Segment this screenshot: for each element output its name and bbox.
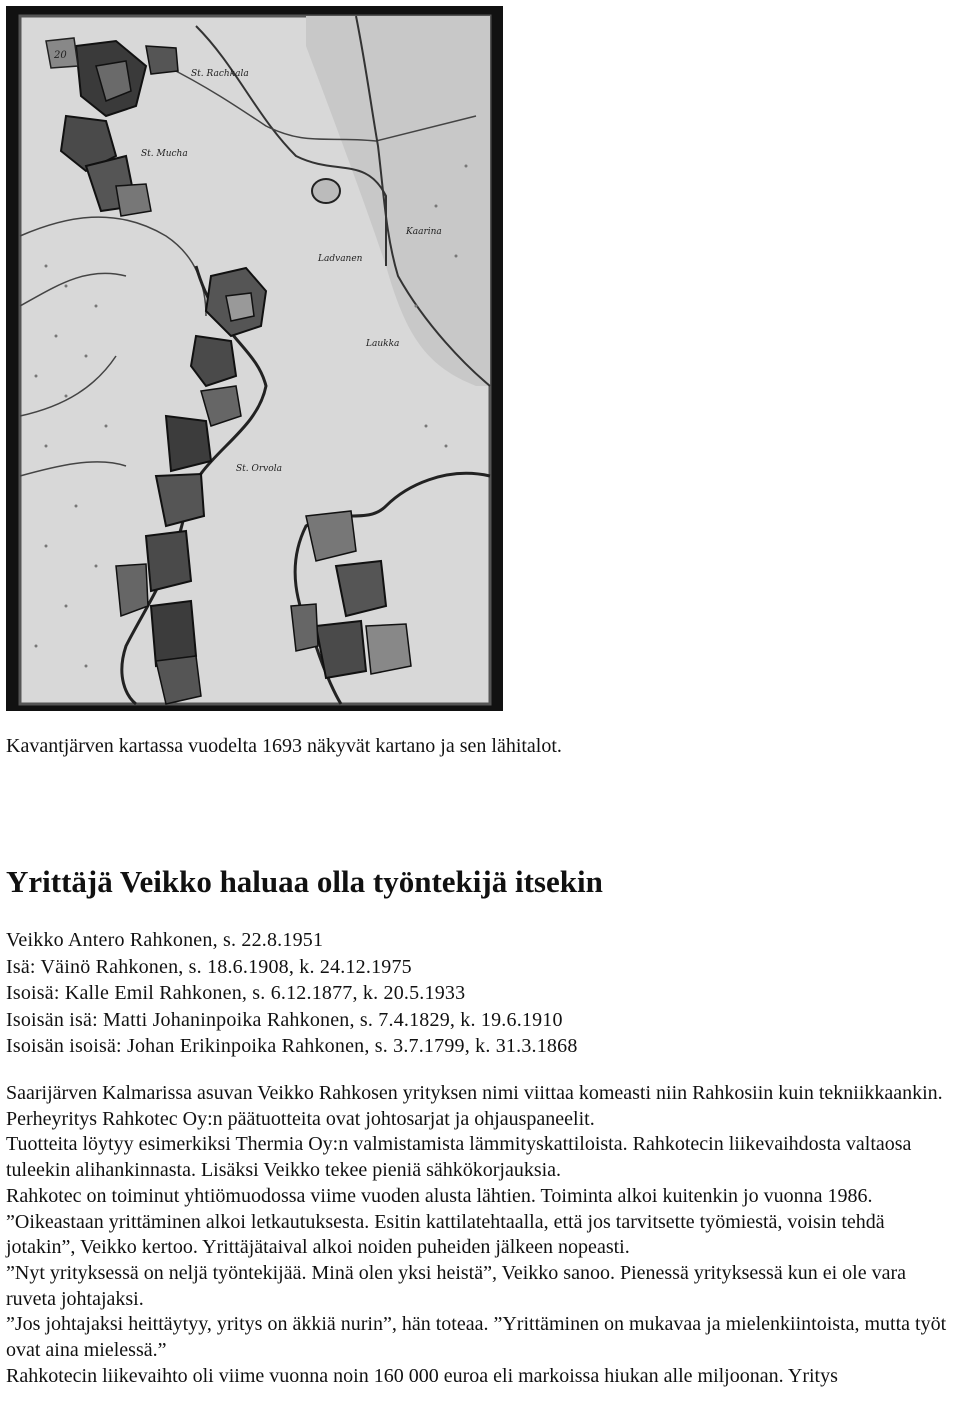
article-title: Yrittäjä Veikko haluaa olla työntekijä itsekin: [6, 864, 603, 899]
map-label: St. Orvola: [236, 464, 282, 474]
figure-caption: Kavantjärven kartassa vuodelta 1693 näkyvät kartano ja sen lähitalot.: [6, 735, 562, 757]
map-label: 20: [54, 50, 67, 61]
article-body: [6, 1081, 958, 1389]
paragraph: Tuotteita löytyy esimerkiksi Thermia Oy:n valmistamista lämmityskattiloista. Rahkotecin liikevaihdosta valtaosa tuleekin alihankinnasta. Lisäksi Veikko tekee pieniä sähkökorjauksia.: [6, 1133, 912, 1182]
paragraph: ”Nyt yrityksessä on neljä työntekijää. Minä olen yksi heistä”, Veikko sanoo. Pienessä yrityksessä kun ei ole vara ruveta johtajaksi.: [6, 1261, 906, 1310]
map-label: St. Rachkala: [191, 69, 249, 79]
fact-line: Veikko Antero Rahkonen, s. 22.8.1951: [6, 929, 324, 951]
genealogy-facts: [6, 927, 578, 1060]
paragraph: Rahkotecin liikevaihto oli viime vuonna noin 160 000 euroa eli markoissa hiukan alle miljoonan. Yritys: [6, 1364, 838, 1387]
paragraph: ”Jos johtajaksi heittäytyy, yritys on äkkiä nurin”, hän toteaa. ”Yrittäminen on mukavaa ja mielenkiintoista, mutta työt ovat aina mielessä.”: [6, 1313, 947, 1362]
fact-line: Isoisä: Kalle Emil Rahkonen, s. 6.12.1877, k. 20.5.1933: [6, 982, 466, 1004]
map-label: St. Mucha: [141, 149, 188, 159]
map-label: Laukka: [366, 339, 400, 349]
fact-line: Isä: Väinö Rahkonen, s. 18.6.1908, k. 24.12.1975: [6, 955, 412, 978]
historical-map-image: [6, 6, 503, 711]
fact-line: Isoisän isä: Matti Johaninpoika Rahkonen, s. 7.4.1829, k. 19.6.1910: [6, 1008, 563, 1031]
paragraph: ”Oikeastaan yrittäminen alkoi letkautuksesta. Esitin kattilatehtaalla, että jos tarvitsette työmiestä, voisin tehdä jotakin”, Veikko kertoo. Yrittäjätaival alkoi noiden puheiden jälkeen nopeasti.: [6, 1210, 885, 1259]
map-label: Ladvanen: [318, 254, 363, 264]
map-label: Kaarina: [406, 227, 442, 237]
paragraph: Saarijärven Kalmarissa asuvan Veikko Rahkosen yrityksen nimi viittaa komeasti niin Rahkosiin kuin tekniikkaankin. Perheyritys Rahkotec Oy:n päätuotteita ovat johtosarjat ja ohjauspaneelit.: [6, 1082, 943, 1130]
fact-line: Isoisän isoisä: Johan Erikinpoika Rahkonen, s. 3.7.1799, k. 31.3.1868: [6, 1035, 578, 1057]
paragraph: Rahkotec on toiminut yhtiömuodossa viime vuoden alusta lähtien. Toiminta alkoi kuitenkin jo vuonna 1986.: [6, 1184, 873, 1207]
